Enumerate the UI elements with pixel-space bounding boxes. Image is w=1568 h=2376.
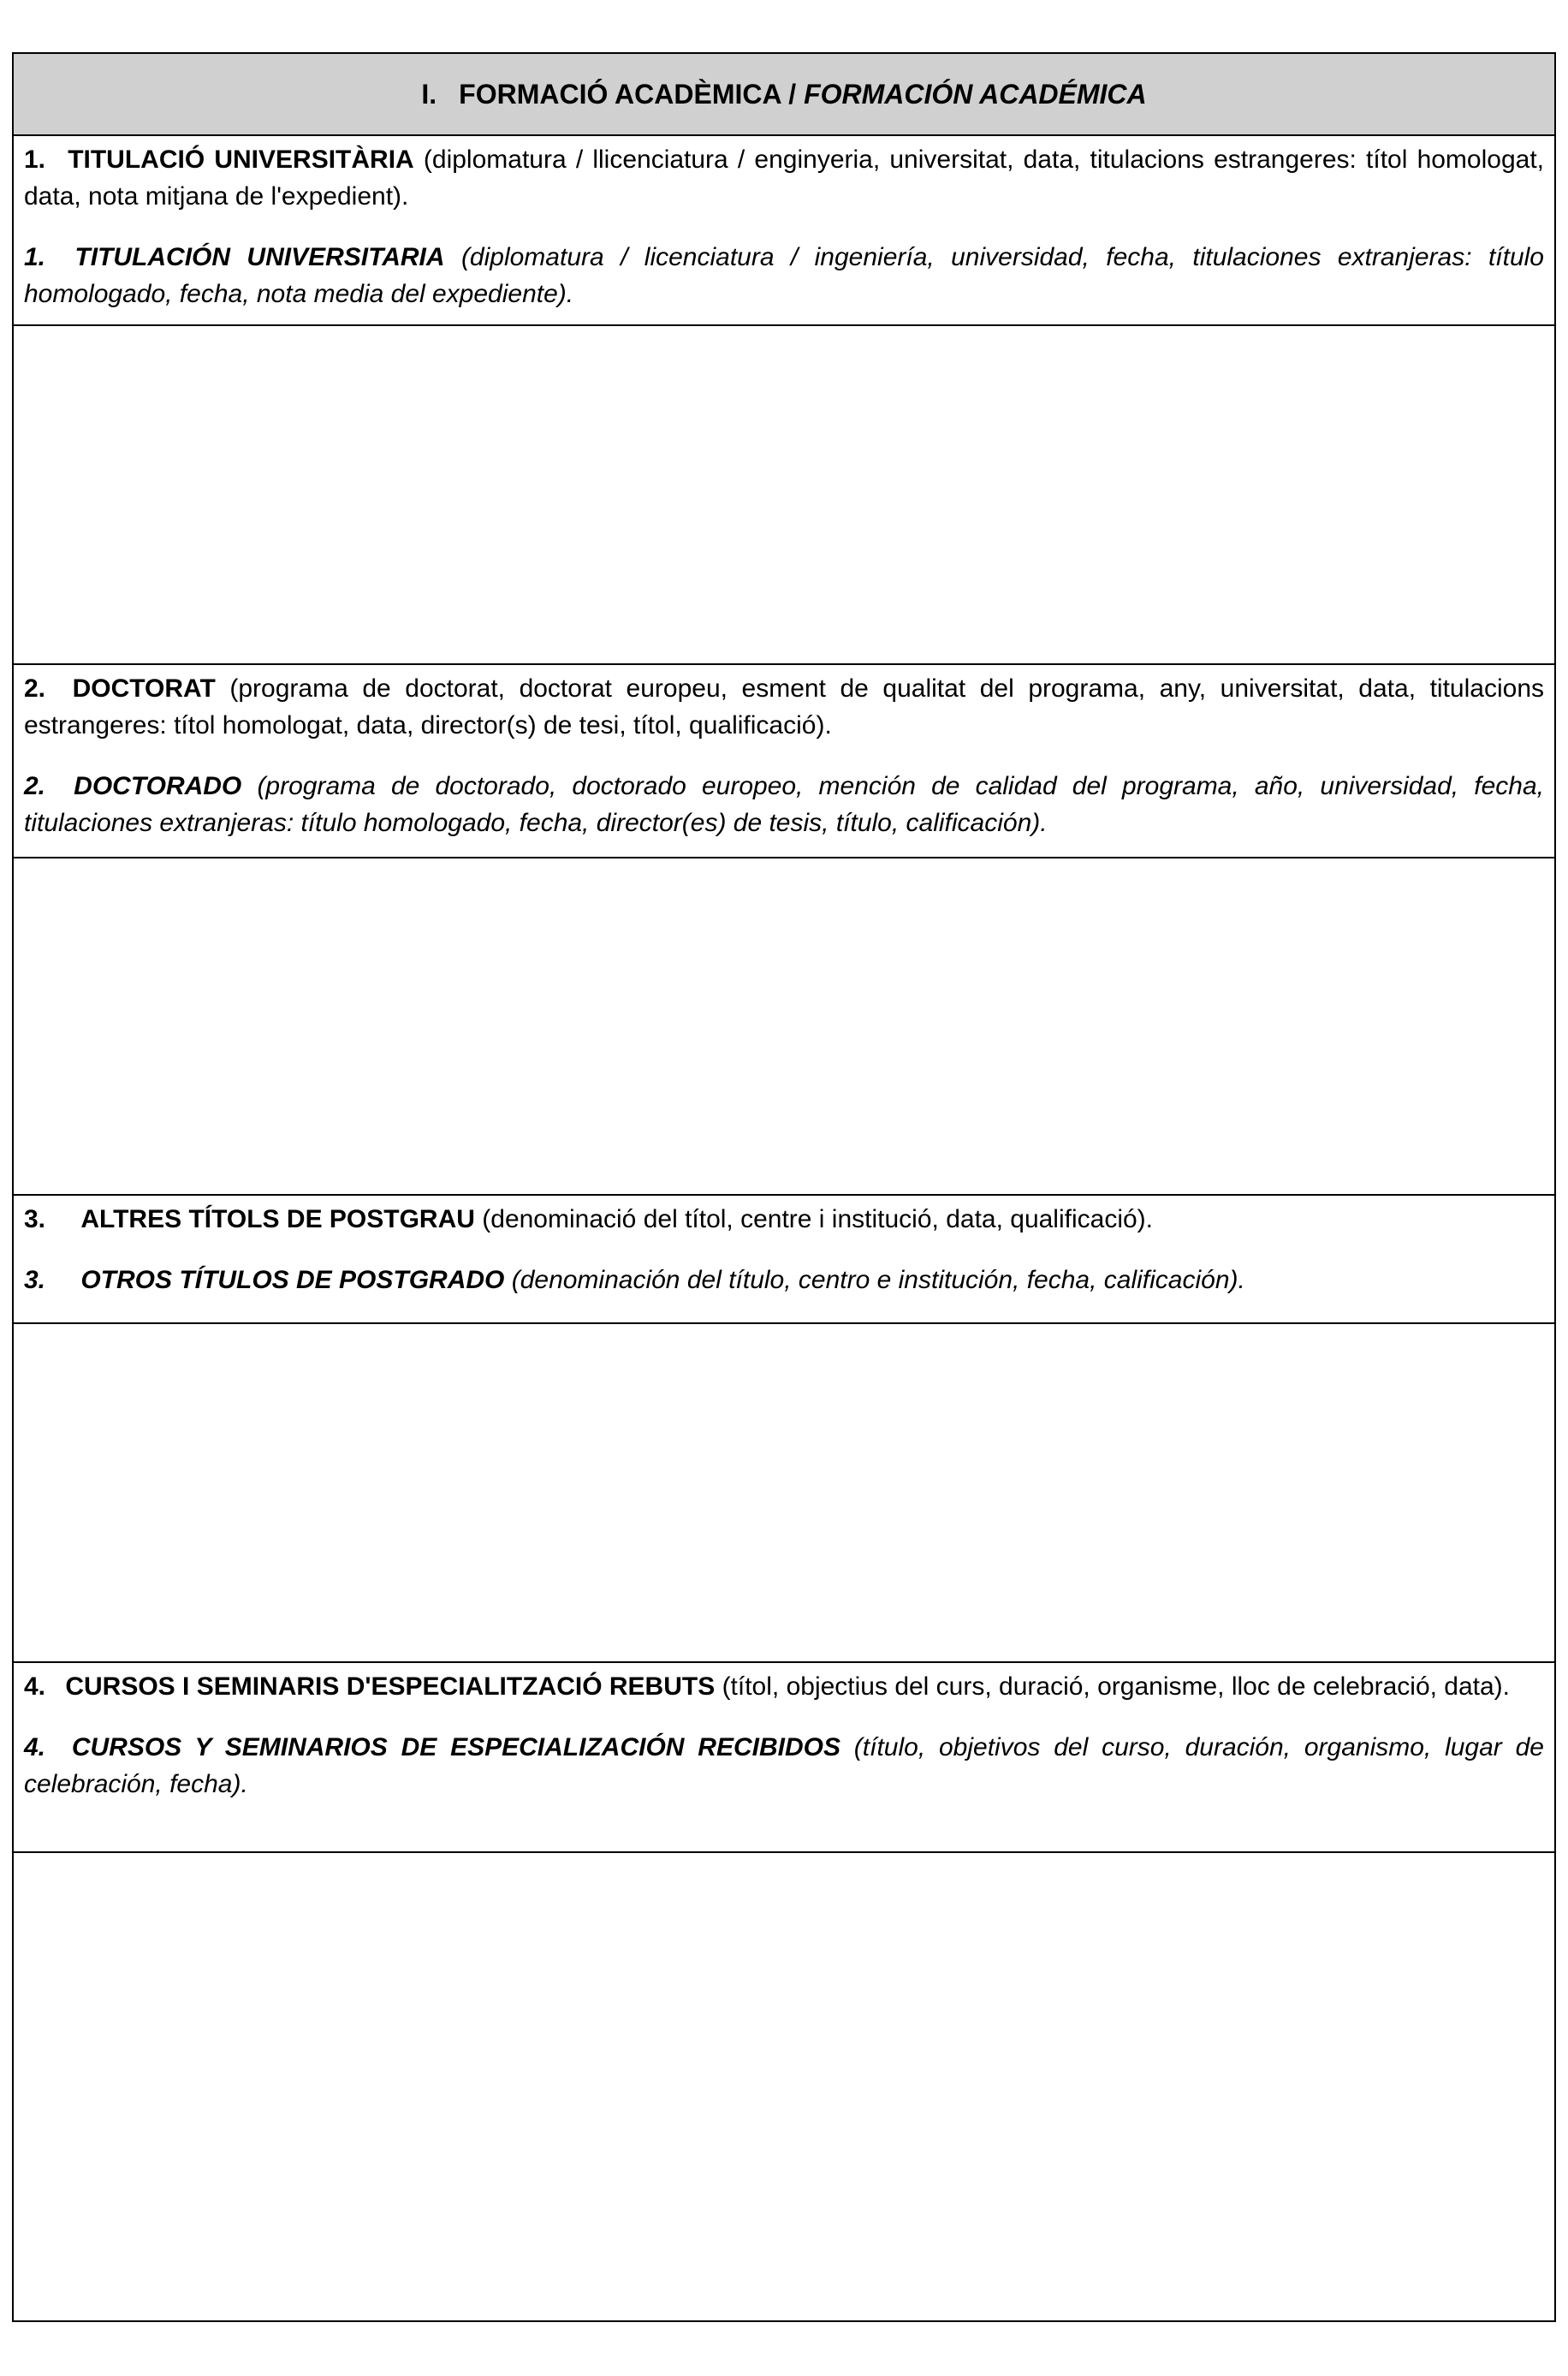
- prompt-es: [24, 768, 1544, 841]
- item-title: ALTRES TÍTOLS DE POSTGRAU: [80, 1205, 475, 1233]
- prompt-ca: [24, 141, 1544, 215]
- prompt-ca: [24, 1201, 1544, 1238]
- prompt-university-degree: [14, 136, 1554, 326]
- item-index: 1.: [24, 243, 46, 271]
- academic-form: [12, 52, 1556, 2322]
- answer-field-postgraduate-titles[interactable]: [14, 1324, 1554, 1663]
- section-title-es: FORMACIÓN ACADÉMICA: [804, 78, 1147, 110]
- item-title: DOCTORADO: [74, 772, 242, 800]
- item-title: CURSOS Y SEMINARIOS DE ESPECIALIZACIÓN RECIBIDOS: [71, 1733, 840, 1761]
- item-index: 1.: [24, 146, 46, 174]
- item-description: (diplomatura / licenciatura / ingeniería, universidad, fecha, titulaciones extranjeras: título homologado, fecha, nota media del expediente).: [24, 243, 1544, 308]
- prompt-ca: [24, 1668, 1544, 1705]
- item-description: (denominació del títol, centre i institució, data, qualificació).: [482, 1205, 1154, 1233]
- item-description: (programa de doctorat, doctorat europeu, esment de qualitat del programa, any, universitat, data, titulacions estrangeres: títol homologat, data, director(s) de tesi, títol, qualificació).: [24, 674, 1544, 740]
- prompt-ca: [24, 670, 1544, 744]
- item-title: TITULACIÓ UNIVERSITÀRIA: [68, 146, 414, 174]
- prompt-postgraduate-titles: [14, 1196, 1554, 1324]
- prompt-courses-seminars: [14, 1663, 1554, 1853]
- prompt-doctorate: [14, 665, 1554, 858]
- prompt-es: [24, 1729, 1544, 1803]
- item-title: TITULACIÓN UNIVERSITARIA: [74, 243, 445, 271]
- item-description: (diplomatura / llicenciatura / enginyeria, universitat, data, titulacions estrangeres: títol homologat, data, nota mitjana de l'expedient).: [24, 146, 1544, 211]
- item-index: 3.: [24, 1266, 46, 1294]
- item-index: 4.: [24, 1733, 46, 1761]
- prompt-es: [24, 1262, 1544, 1298]
- answer-field-doctorate[interactable]: [14, 858, 1554, 1196]
- item-description: (denominación del título, centro e institución, fecha, calificación).: [511, 1266, 1245, 1294]
- prompt-es: [24, 239, 1544, 312]
- item-index: 4.: [24, 1672, 46, 1701]
- item-index: 3.: [24, 1205, 46, 1233]
- item-index: 2.: [24, 772, 46, 800]
- section-number: I.: [421, 78, 437, 110]
- section-title-ca: FORMACIÓ ACADÈMICA /: [459, 78, 797, 110]
- item-title: CURSOS I SEMINARIS D'ESPECIALITZACIÓ REBUTS: [65, 1672, 716, 1701]
- item-description: (título, objetivos del curso, duración, organismo, lugar de celebración, fecha).: [24, 1733, 1544, 1798]
- item-title: OTROS TÍTULOS DE POSTGRADO: [80, 1266, 505, 1294]
- item-title: DOCTORAT: [72, 674, 216, 703]
- section-header: [14, 54, 1554, 136]
- answer-field-university-degree[interactable]: [14, 326, 1554, 665]
- item-description: (títol, objectius del curs, duració, organisme, lloc de celebració, data).: [722, 1672, 1511, 1701]
- item-index: 2.: [24, 674, 46, 703]
- answer-field-courses-seminars[interactable]: [14, 1853, 1554, 2320]
- item-description: (programa de doctorado, doctorado europeo, mención de calidad del programa, año, universidad, fecha, titulaciones extranjeras: título homologado, fecha, director(es) de tesis, título, calificación).: [24, 772, 1545, 837]
